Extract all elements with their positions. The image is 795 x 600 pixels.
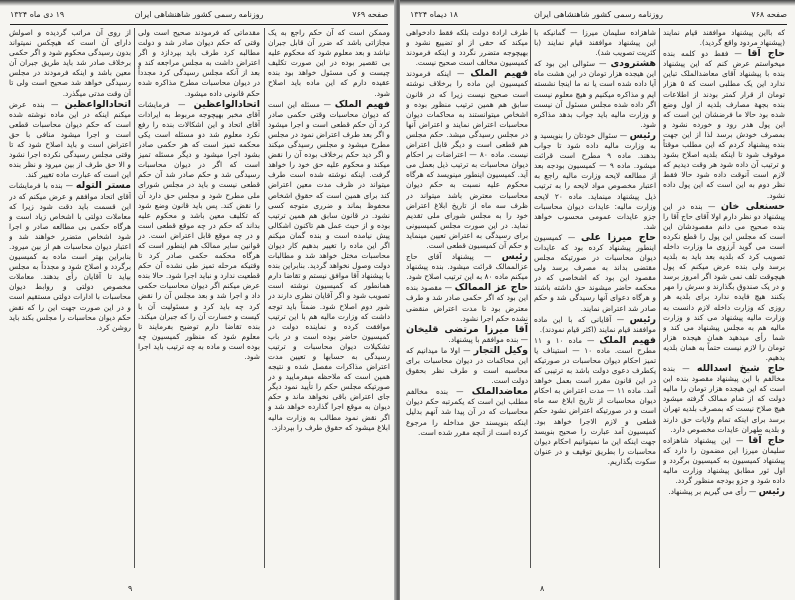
speaker-paragraph — [534, 315, 656, 335]
speaker-name: رئیس — [501, 251, 528, 263]
speaker-name: حاج میرزا علی — [580, 231, 656, 243]
speaker-name: آقا میرزا مرتضی قلیخان — [406, 323, 528, 335]
body-paragraph: از روی آن مراتب گردیده و اصولش دارای آن است که هیچکس نمیتواند بدون رسیدگی محکوم شود و اگر حکمی برخلاف صادر شد باید طریق جبران آن معین باشد و اینکه فرمودند در مجلس رسیدگی خواهد شد صحیح است ولی تا آن وقت مدتی میگذرد. — [9, 28, 131, 98]
speaker-paragraph — [534, 336, 656, 467]
body-paragraph: که بااین پیشنهاد موافقند قیام نمایند (پیشنهاد مردود واقع گردید). — [663, 28, 785, 48]
speaker-name: حاج آقا — [747, 48, 785, 60]
text-column — [534, 28, 656, 573]
speech-text: — فقط دو کلمه بنده میخواستم عرض کنم که این پیشنهاد بنده با پیشنهاد آقای معاضدالملک تباین ندارد این یک مطلبی است که ۵ هزار تومان از قرار کمتر بودند از اطلاعات بنده بجهة مصارف بلدیه از اول وضع شده بود حالا ما فرضشان این است که این پول هدر رود و خورده نشود و بمصرف خودش برسد لذا از این جهت بنده پیشنهاد کردم که این مطلب موقتاً موقوف شود تا اینکه بلدیه اصلاح بشود و ترتیب آن داده شود هر وقت دیدیم که لازم است آنوقت داده شود حالا فقط نظر دوم به این است که این پول داده نشود. — [663, 49, 785, 200]
speaker-paragraph — [406, 346, 528, 386]
speaker-paragraph — [534, 59, 656, 130]
speaker-paragraph — [9, 181, 131, 332]
text-column — [9, 28, 131, 573]
speaker-name: اتحادالواعظین — [193, 98, 260, 110]
speech-text: — آقایانی که با این ماده موافقند قیام نمایند (اکثر قیام نمودند). — [534, 314, 656, 334]
header-rule — [10, 24, 388, 25]
speech-text: — این پیشنهاد شاهزاده سلیمان میرزا این مضمون را دارد که پیشنهاد کمیسیون به کمیسیون برگردد و اول ثور مطابق پیشنهاد وزارت مالیه داده شود و جزو بودجه منظور گردد. — [663, 435, 785, 486]
speech-text: — کمیسیون اینطور پیشنهاد کرده بود که عایدات دیوان محاسبات در صورتیکه مجلس مقتضی بداند به مصرف برسد ولی مقصود این بود که اشخاصی که در محکمه حاضر میشوند حق داشته باشند و هرگاه دعوای آنها رسیدگی شد و حکم صادر شد اعتراض نمایند. — [534, 232, 656, 313]
newspaper-title: روزنامه رسمی کشور شاهنشاهی ایران — [134, 10, 264, 19]
speaker-name: حاج آقا — [748, 434, 785, 446]
speaker-paragraph — [534, 131, 656, 232]
speaker-paragraph — [406, 387, 528, 437]
speaker-paragraph — [663, 49, 785, 200]
speaker-name: فهیم الملک — [334, 98, 390, 110]
body-paragraph: مقدماتی که فرمودند صحیح است ولی وقتی که حکم دیوان صادر شد و دولت مطالبه کرد طرف باید بپردازد و اگر اعتراض داشت به مجلس مراجعه کند و بعد از آنکه مجلس رسیدگی کرد مجدداً در دیوان محاسبات مطرح مذاکره شده حکم قانونی داده میشود. — [138, 28, 260, 98]
speaker-name: اتحادالواعظین — [64, 98, 131, 110]
speech-text: — بنده با فرمایشات آقای اتحاد موافقم و عرض میکنم که در این قسمت باید دقت شود زیرا که معاملات دولتی با اشخاص زیاد است و هرگاه حکمی بی مطالعه صادر و اجرا شود اشخاص متضرر خواهند شد و اعتبار دیوان محاسبات هم از بین میرود. بنابراین بهتر است ماده به کمیسیون برگردد و اصلاح شود و مجدداً به مجلس بیاید تا آقایان رأی بدهند. معاملات مخصوص دولتی و روابط دیوان محاسبات با ادارات دولتی مستقیم است و در این صورت جهت این را که نقض حکم دیوان محاسبات را مجلس بکند باید روشن کرد. — [9, 181, 131, 332]
body-paragraph: شاهزاده سلیمان میرزا — گمانیکه با این پیشنهاد موافقند قیام نمایند (با کثریت تصویب شد). — [534, 28, 656, 58]
speaker-name: رئیس — [629, 129, 656, 141]
speaker-paragraph — [663, 364, 785, 435]
speech-text: — بنده در این پیشنهاد دو نظر دارم اولا آقای حاج آقا را بنده صحیح می دانم مقصودشان این است که مجلس این پول را قطع نکرده است می گوید آرزوی ما وزارت داخله تصویب کرد که بلدیه بعد باید به بلدیه برسد ولی بنده عرض میکنم که پول هیچوقت تلف نمی شود اگر امروز برسد و در یک صندوق بگذارند و سرش را مهر بکنند هیچ فایده ندارد برای بلدیه هر روزی که وزارت داخله لازم دانست به وزارت مالیه پیشنهاد می کند و وزارت مالیه هم به مجلس پیشنهاد می کند و شما رأی میدهید همان هیجده هزار تومان را لازم نیست حتماً به همان بلدیه بدهیم. — [663, 201, 785, 362]
speech-text: — اولا ما میدانیم که این محاکمات در دیوان محاسبات برای محاسبه است و طرف نظر بحقوق دولت است. — [406, 345, 528, 386]
speaker-name: معاضدالملک — [471, 386, 528, 398]
issue-date: ۱۹ دی ماه ۱۳۲۴ — [10, 10, 65, 19]
header-rule — [410, 24, 787, 25]
speech-text: — فرمایشات آقای مخبر بهیچوجه مربوط به ایرادات آقای اتحاد و این اشکالات بنده را رفع نکرد معلوم شد دو مسئله است یکی محکمه تمیز است که هر حکمی صادر بشود اجرا میشود و دیگر مسئله تمیز است که اگر در دیوان محاسبات رسیدگی شد و حکم صادر شد آن حکم قطعی نیست و باید در مجلس شورای ملی مطرح شود و مجلس حق دارد آن را نقض کند. پس باید قانون وضع شود که تکلیف معین باشد و محکوم علیه بداند که حکم در چه موقع قطعی است و در چه موقع قابل اعتراض است. در قوانین سایر ممالک هم اینطور است که هرگاه محکمه حکمی صادر کرد تا وقتیکه مرحله تمیز طی نشده آن حکم قطعیت ندارد و نباید اجرا شود. حالا بنده عرض میکنم اگر دیوان محاسبات حکمی داد و اجرا شد و بعد مجلس آن را نقض کرد چه باید کرد و مسئولیت آن با کیست و خسارت آن را که جبران میکند. بنده تقاضا دارم توضیح بفرمایند تا معلوم شود که منظور کمیسیون چه بوده است و ماده به چه ترتیب باید اجرا شود. — [138, 99, 260, 361]
page-header — [410, 10, 787, 22]
speaker-paragraph — [9, 100, 131, 181]
speech-text: — بنده موافقم با پیشنهاد. — [448, 334, 528, 344]
speaker-name: مستر التوله — [75, 180, 131, 192]
speaker-name: فهیم الملک — [599, 334, 656, 346]
speaker-paragraph — [663, 202, 785, 364]
newspaper-title: روزنامه رسمی کشور شاهنشاهی ایران — [534, 10, 663, 19]
scan-edge-shadow — [0, 0, 396, 6]
speech-text: — بنده مخالفم با این پیشنهاد مقصود بنده این است که این هیجده هزار تومان را مالیه دولت که از تمام ممالک گرفته میشود هیچ صلاح نیست که بمصرف بلدیه تهران برسد برای اینکه تمام ولایات حق دارند و بلدیه طهران عایدات مخصوص دارد. — [663, 364, 785, 434]
footer-page-number: ۹ — [128, 584, 133, 593]
page-number-label: صفحه ۷۶۸ — [751, 10, 787, 19]
column-divider — [264, 28, 265, 568]
body-paragraph: وممکن است که آن حکم راجع به یک مجازاتی باشد که ضرر آن قابل جبران نباشد و بعد معلوم شود که محکوم علیه بی تقصیر بوده در این صورت تکلیف چیست و کی مسئول خواهد بود بنده عقیده دارم که این ماده باید اصلاح شود. — [268, 28, 390, 98]
speech-text: — اینکه فرمودند کمیسیون این ماده را برخلاف نوشته است صحیح نیست زیرا که در قانون سابق هم همین ترتیب منظور بوده و اشخاص میتوانستند به محاکمات دیوان محاسبات اعتراض نمایند و اعتراض آنها در مجلس رسیدگی میشد. حکم مجلس هم قطعی است و دیگر قابل اعتراض نیست. ماده ۸۰ — اعتراضات بر احکام دیوان محاسبات به ترتیب ذیل بعمل می آید. کمیسیون اینطور مینویسد که هرگاه محکوم علیه نسبت به حکم دیوان محاسبات معترض باشد میتواند در ظرف سه ماه از تاریخ ابلاغ اعتراض خود را به مجلس شورای ملی تقدیم نماید. در این صورت مجلس کمیسیونی برای رسیدگی به اعتراض تعیین مینماید و حکم آن کمیسیون قطعی است. — [406, 69, 528, 250]
speaker-paragraph — [406, 283, 528, 323]
speaker-name: هشترودی — [610, 58, 656, 70]
left-page — [0, 0, 396, 600]
speaker-name: حاج عز الممالک — [454, 282, 528, 294]
speaker-paragraph — [406, 69, 528, 251]
speech-text: — بنده مخالفم مطلب این است که یکمرتبه حکم دیوان محاسبات که در آن پیدا شد آنهم بدلیل اینکه بنویسند حق مداخله را مرجوع کرده است از آنچه مقرر شده است. — [406, 387, 528, 437]
page-header — [10, 10, 388, 22]
speaker-name: فهیم الملک — [470, 68, 528, 80]
speech-text: — مسئله این است که دیوان محاسبات وقتی حکمی صادر کرد آن حکم قطعی است و اجرا میشود و اگر بعد طرف اعتراض نمود در مجلس مطرح میشود و مجلس رسیدگی میکند و اگر دید حکم برخلاف بوده آن را نقض میکند و محکوم علیه حق خود را خواهد گرفت. اینکه نوشته شده است طرف میتواند در ظرف مدت معین اعتراض کند برای همین است که حقوق اشخاص محفوظ بماند و ضرری متوجه کسی نشود. در قانون سابق هم همین ترتیب بوده و از حیث عمل هم تاکنون اشکالی پیش نیامده است و بنده گمان میکنم اگر این ماده را تغییر بدهیم کار دیوان محاسبات مختل خواهد شد و مطالبات دولت وصول نخواهد گردید. بنابراین بنده با پیشنهاد آقا موافق نیستم و تقاضا دارم همانطور که کمیسیون نوشته است تصویب شود و اگر آقایان نظری دارند در شور دوم اصلاح شود. ضمناً باید توجه داشت که وزارت مالیه هم با این ترتیب موافقت کرده و نماینده دولت در کمیسیون حاضر بوده است و در باب تشکیلات دیوان محاسبات و ترتیب رسیدگی به حسابها و تعیین مدت اعتراض مذاکرات مفصل شده و نتیجه همین است که ملاحظه میفرمایید و در صورتیکه مجلس حکم را تأیید نمود دیگر جای اعتراض باقی نخواهد ماند و حکم دیوان به موقع اجرا گذارده خواهد شد و اگر نقض نمود مطالب به وزارت مالیه ابلاغ میشود که حقوق طرف را بپردازد. — [268, 99, 390, 432]
speech-text: — پیشنهاد آقای حاج عزالممالک قرائت میشود. بنده پیشنهاد میکنم ماده ۸۰ به این ترتیب اصلاح شود. — [406, 252, 528, 282]
text-column — [406, 28, 528, 573]
body-paragraph: طرف ارادة دولت بلکه فقط دادخواهی میکند که حقی از او تضییع نشود و بهیچوجه متضرر نگردد و اینکه فرمودند کمیسیون مخالف است صحیح نیست. — [406, 28, 528, 68]
speech-text: — رأی می گیریم بر پیشنهاد. — [668, 487, 757, 497]
page-number-label: صفحه ۷۶۹ — [352, 10, 388, 19]
speaker-paragraph — [534, 233, 656, 314]
speaker-name: رئیس — [758, 486, 785, 498]
speaker-paragraph — [138, 100, 260, 362]
right-page — [400, 0, 795, 600]
speech-text: — ماده ۱۰ و ۱۱ مطرح است. ماده ۱۰ — استیناف یا تمیز احکام دیوان محاسبات در صورتیکه یکطرف دعوی دولت باشد به ترتیبی که در این قانون مقرر است بعمل خواهد آمد. ماده ۱۱ — مدت اعتراض به احکام دیوان محاسبات از تاریخ ابلاغ سه ماه است و در صورتیکه اعتراض نشود حکم قطعی و لازم الاجرا خواهد بود. کمیسیون آمد عبارت را صحیح بنویسد جهت اینکه این ما نمیتوانیم احکام دیوان محاسبات را بطریق توقیف و در عنوان سکوت بگذاریم. — [534, 335, 656, 466]
speaker-paragraph — [406, 325, 528, 345]
scan-edge-shadow — [400, 0, 795, 6]
speaker-name: وکیل التجار — [473, 344, 528, 356]
column-divider — [659, 28, 660, 568]
issue-date: ۱۸ دیماه ۱۳۲۴ — [410, 10, 458, 19]
column-divider — [530, 28, 531, 568]
speaker-name: رئیس — [629, 313, 656, 325]
column-divider — [134, 28, 135, 568]
text-column — [663, 28, 785, 573]
speech-text: — سئوالی این بود که این هیجده هزار تومان در این هشت ماه آیا داده شده است یا نه ما اینجا نشسته ایم و مذاکره میکنیم و هیچ معلوم نیست اگر داده شده مجلس مسئول آن نیست و وزارت مالیه باید جواب بدهد مذاکره شود. — [534, 59, 656, 129]
footer-page-number: ۸ — [540, 584, 545, 593]
speech-text: — سئوال خودتان را بنویسید و به وزارت مالیه داده شود تا جواب بدهند. ماده ۹ مطرح است قرائت میشود. ماده ۹ — کمیسیون بودجه بعد از مطالعه لایحه وزارت مالیه راجع به اعتبار مخصوص مواد لایحه را به ترتیب ذیل پیشنهاد مینماید. ماده ۲۰ لایحه وزارت مالیه: عایدات دیوان محاسبات جزو عایدات عمومی محسوب خواهد شد. — [534, 130, 656, 231]
text-column — [268, 28, 390, 573]
speaker-paragraph — [406, 252, 528, 282]
speaker-name: حاج شیخ اسدالله — [696, 363, 785, 375]
speaker-paragraph — [268, 100, 390, 433]
speaker-paragraph — [663, 487, 785, 497]
speech-text: — بنده عرض میکنم اینکه در این ماده نوشته شده است که حکم دیوان محاسبات قطعی است و اجرا میشود منافی با حق اعتراض است و باید اصلاح شود که تا وقتی مجلس رسیدگی نکرده اجرا نشود و الا حق طرف از بین میرود و نظر بنده این است که عبارت ماده تغییر کند. — [9, 99, 131, 180]
speech-text: — مقصود بنده این بود که اگر حکمی صادر شد و طرف معترض بود تا مدت اعتراض منقضی نشده حکم اجرا نشود. — [406, 283, 528, 323]
text-column — [138, 28, 260, 573]
speaker-name: حسنعلی خان — [720, 200, 785, 212]
speaker-paragraph — [663, 436, 785, 486]
